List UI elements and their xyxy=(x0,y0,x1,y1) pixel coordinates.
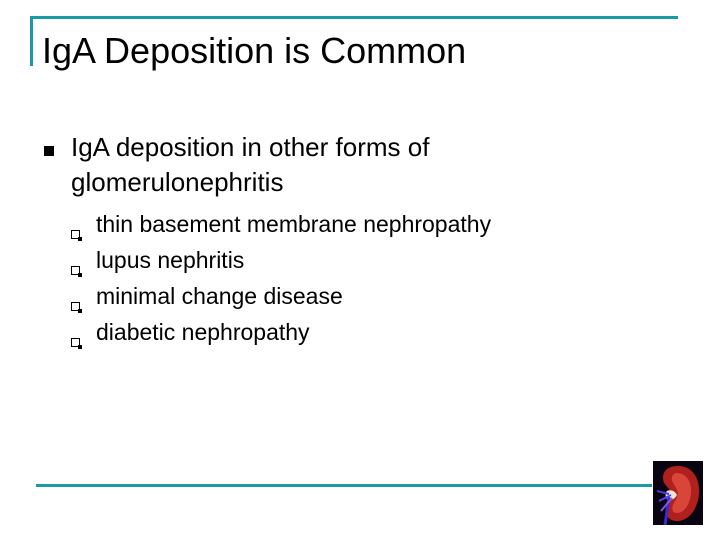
title-frame-top-rule xyxy=(30,16,678,19)
main-bullet-text: IgA deposition in other forms of glomerulonephritis xyxy=(71,132,430,197)
slide-title: IgA Deposition is Common xyxy=(42,30,467,71)
shadowed-square-bullet-icon xyxy=(71,302,80,311)
sub-bullet-1: thin basement membrane nephropathy xyxy=(96,211,492,237)
shadowed-square-bullet-icon xyxy=(71,266,80,275)
sub-bullet-4: diabetic nephropathy xyxy=(96,319,310,345)
sub-bullet-3: minimal change disease xyxy=(96,283,343,309)
kidney-icon xyxy=(653,461,703,525)
sub-bullet-2: lupus nephritis xyxy=(96,247,245,273)
bottom-accent-rule xyxy=(36,484,652,487)
title-frame-left-rule xyxy=(30,16,33,66)
shadowed-square-bullet-icon xyxy=(71,338,80,347)
filled-square-bullet-icon xyxy=(44,146,54,156)
shadowed-square-bullet-icon xyxy=(71,230,80,239)
